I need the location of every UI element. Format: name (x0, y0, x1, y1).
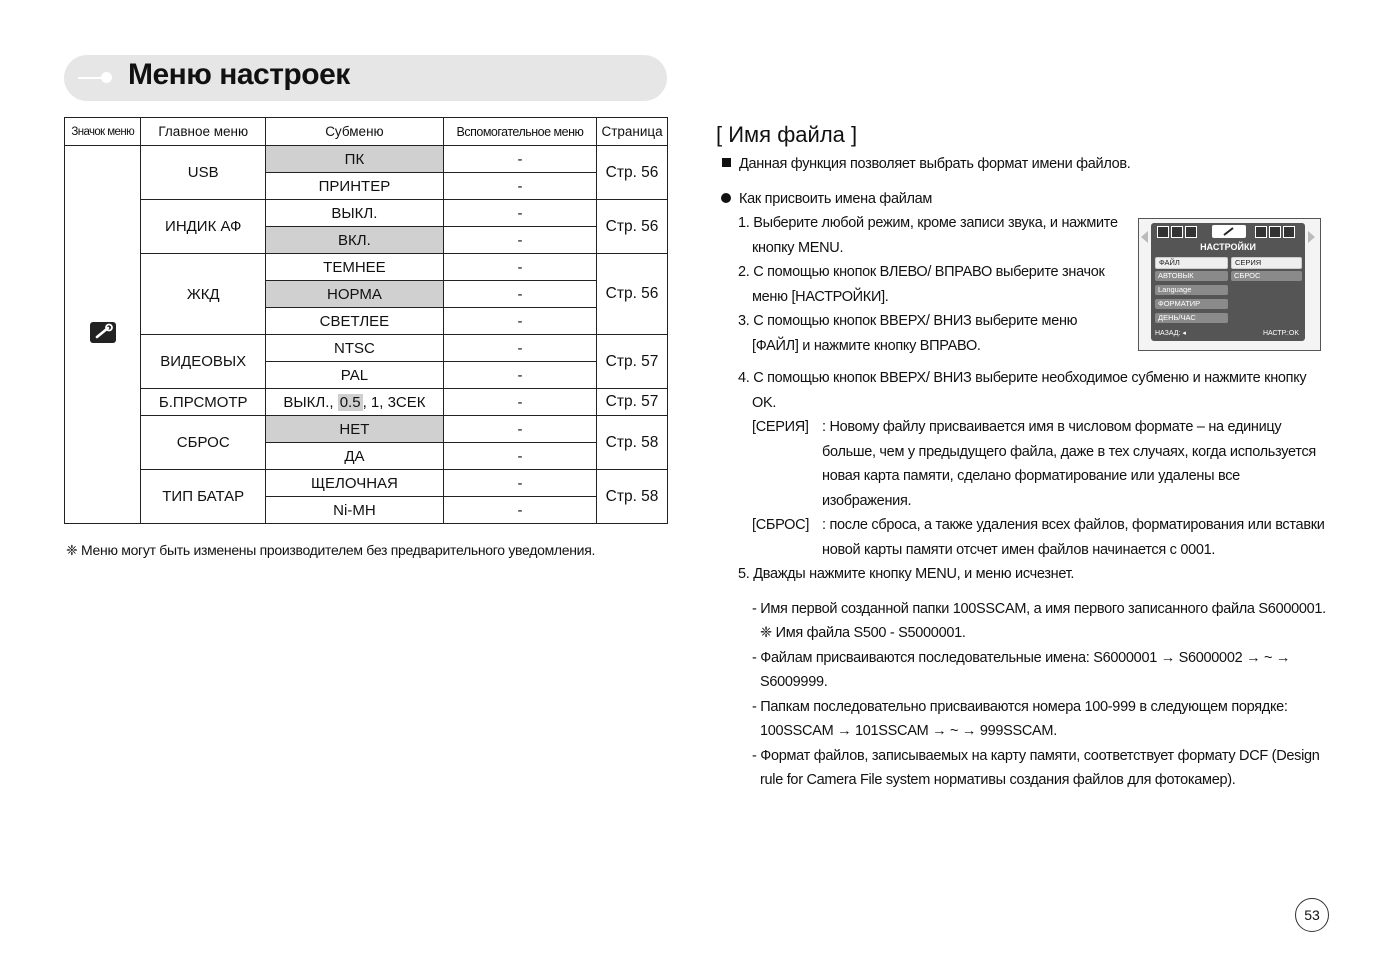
submenu-cell: ТЕМНЕЕ (266, 254, 444, 281)
ok-hint: НАСТР.:OK (1262, 330, 1299, 337)
cam-menu-item: Language (1155, 285, 1228, 295)
tab-icon (1255, 226, 1267, 238)
submenu-cell: ДА (266, 443, 444, 470)
cam-menu-item: ДЕНЬ/ЧАС (1155, 313, 1228, 323)
step-1: 1. Выберите любой режим, кроме записи звука, и нажмите кнопку MENU. (738, 215, 1118, 256)
tab-icon (1185, 226, 1197, 238)
right-arrow-icon (1308, 231, 1315, 243)
cam-submenu-item: СБРОС (1231, 271, 1302, 281)
col-header-page: Страница (597, 118, 668, 146)
aux-cell: - (443, 227, 596, 254)
camera-screen (1151, 223, 1305, 341)
table-row (65, 470, 668, 497)
submenu-cell: ВЫКЛ. (266, 200, 444, 227)
submenu-cell: ЩЕЛОЧНАЯ (266, 470, 444, 497)
aux-cell: - (443, 335, 596, 362)
intro-paragraph (716, 152, 1326, 177)
submenu-text: , 1, 3СЕК (362, 393, 426, 411)
step-2: 2. С помощью кнопок ВЛЕВО/ ВПРАВО выберите значок меню [НАСТРОЙКИ]. (738, 264, 1105, 305)
col-header-sub: Субменю (266, 118, 444, 146)
cam-menu-item: АВТОВЫК (1155, 271, 1228, 281)
page-ref: Стр. 57 (597, 335, 668, 389)
table-header-row (65, 118, 668, 146)
aux-cell: - (443, 362, 596, 389)
submenu-cell: ВКЛ. (266, 227, 444, 254)
table-row (65, 146, 668, 173)
main-menu-lcd: ЖКД (141, 254, 266, 335)
aux-cell: - (443, 443, 596, 470)
main-menu-battery-type: ТИП БАТАР (141, 470, 266, 524)
main-menu-af-indicator: ИНДИК АФ (141, 200, 266, 254)
tab-icon (1171, 226, 1183, 238)
tab-icon (1157, 226, 1169, 238)
table-footnote: ❈ Меню могут быть изменены производителем без предварительного уведомления. (66, 542, 596, 558)
page-ref: Стр. 56 (597, 146, 668, 200)
submenu-default-value: 0.5 (339, 393, 361, 411)
intro-text: Данная функция позволяет выбрать формат имени файлов. (739, 156, 1131, 172)
aux-cell: - (443, 470, 596, 497)
menu-icon-cell (65, 146, 141, 524)
note-1: - Имя первой созданной папки 100SSCAM, а имя первого записанного файла S6000001. (752, 600, 1326, 617)
aux-cell: - (443, 254, 596, 281)
page-title: Меню настроек (128, 58, 350, 91)
wrench-icon (90, 322, 116, 343)
submenu-cell: СВЕТЛЕЕ (266, 308, 444, 335)
submenu-cell: ПК (266, 146, 444, 173)
submenu-cell: ПРИНТЕР (266, 173, 444, 200)
submenu-text: ВЫКЛ., (283, 393, 338, 411)
aux-cell: - (443, 146, 596, 173)
page-ref: Стр. 57 (597, 389, 668, 416)
main-menu-usb: USB (141, 146, 266, 200)
aux-cell: - (443, 308, 596, 335)
col-header-icon: Значок меню (65, 118, 141, 146)
header-decor-dot (101, 72, 112, 83)
note-3: - Папкам последовательно присваиваются номера 100-999 в следующем порядке: 100SSCAM → 101SSCAM → ~ → 999SSCAM. (752, 698, 1288, 739)
page-ref: Стр. 58 (597, 416, 668, 470)
def-term: [СЕРИЯ] (752, 419, 809, 435)
settings-menu-table (64, 117, 668, 524)
camera-menu-heading: НАСТРОЙКИ (1200, 242, 1256, 252)
tab-icon (1269, 226, 1281, 238)
col-header-aux: Вспомогательное меню (443, 118, 596, 146)
tab-icon (1283, 226, 1295, 238)
def-body: : Новому файлу присваивается имя в числовом формате – на единицу больше, чем у предыдущего файла, даже в тех случаях, когда используется новая карта памяти, сделано форматирование или удалены все изображения. (822, 419, 1316, 509)
round-bullet-icon (721, 193, 731, 203)
setup-tab-selected (1212, 225, 1246, 238)
aux-cell: - (443, 281, 596, 308)
how-to-text: Как присвоить имена файлам (739, 190, 933, 207)
submenu-cell: Ni-MH (266, 497, 444, 524)
page-ref: Стр. 56 (597, 200, 668, 254)
def-series (716, 415, 1326, 513)
page-ref: Стр. 56 (597, 254, 668, 335)
camera-menu-tabs (1155, 225, 1301, 240)
def-reset (716, 513, 1326, 562)
table-row (65, 389, 668, 416)
camera-screen-illustration (1138, 218, 1321, 351)
def-body: : после сброса, а также удаления всех файлов, форматирования или вставки новой карты памяти отсчет имен файлов начинается с 0001. (822, 517, 1325, 558)
aux-cell: - (443, 173, 596, 200)
aux-cell: - (443, 200, 596, 227)
page-number: 53 (1295, 898, 1329, 932)
step-3: 3. С помощью кнопок ВВЕРХ/ ВНИЗ выберите меню [ФАЙЛ] и нажмите кнопку ВПРАВО. (738, 313, 1078, 354)
main-menu-video-out: ВИДЕОВЫХ (141, 335, 266, 389)
table-row (65, 254, 668, 281)
submenu-cell: PAL (266, 362, 444, 389)
main-menu-quick-view: Б.ПРСМОТР (141, 389, 266, 416)
aux-cell: - (443, 389, 596, 416)
submenu-cell: НОРМА (266, 281, 444, 308)
page-ref: Стр. 58 (597, 470, 668, 524)
camera-menu-footer (1155, 329, 1301, 339)
step-4: 4. С помощью кнопок ВВЕРХ/ ВНИЗ выберите необходимое субменю и нажмите кнопку OK. (738, 370, 1307, 411)
table-row (65, 200, 668, 227)
table-row (65, 335, 668, 362)
note-1-sub: ❈ Имя файла S500 - S5000001. (760, 625, 966, 641)
aux-cell: - (443, 497, 596, 524)
square-bullet-icon (722, 158, 731, 167)
submenu-cell: НЕТ (266, 416, 444, 443)
aux-cell: - (443, 416, 596, 443)
back-hint: НАЗАД: ◂ (1155, 330, 1186, 337)
main-menu-reset: СБРОС (141, 416, 266, 470)
table-row (65, 416, 668, 443)
col-header-main: Главное меню (141, 118, 266, 146)
def-term: [СБРОС] (752, 517, 810, 533)
cam-menu-item: ФАЙЛ (1155, 257, 1228, 269)
submenu-cell (266, 389, 444, 416)
submenu-cell: NTSC (266, 335, 444, 362)
note-2: - Файлам присваиваются последовательные имена: S6000001 → S6000002 → ~ → S6009999. (752, 649, 1291, 690)
step-5: 5. Дважды нажмите кнопку MENU, и меню исчезнет. (738, 566, 1075, 582)
cam-menu-item: ФОРМАТИР (1155, 299, 1228, 309)
section-title: [ Имя файла ] (716, 122, 858, 147)
cam-submenu-item: СЕРИЯ (1231, 257, 1302, 269)
note-4: - Формат файлов, записываемых на карту памяти, соответствует формату DCF (Design rule for Camera File system нормативы создания файлов для фотокамер). (752, 747, 1320, 788)
how-to-heading (716, 187, 1326, 212)
left-arrow-icon (1141, 231, 1148, 243)
